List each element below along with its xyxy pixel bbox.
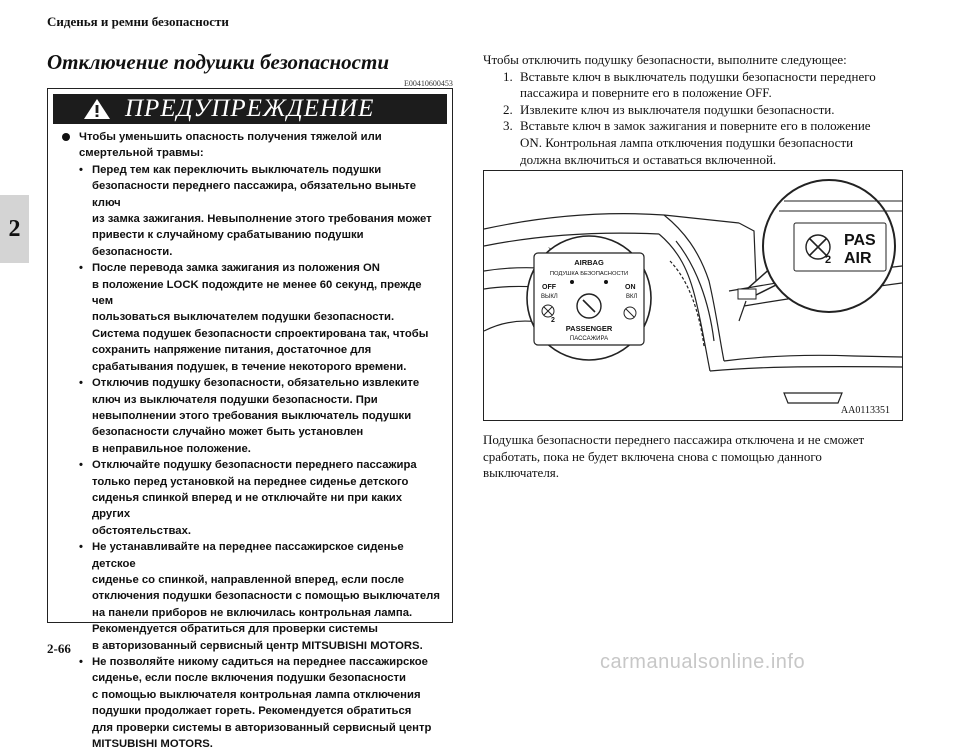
steps-list bbox=[483, 69, 903, 169]
running-header: Сиденья и ремни безопасности bbox=[47, 14, 229, 29]
warning-header bbox=[53, 94, 447, 124]
chapter-tab: 2 bbox=[0, 195, 29, 263]
warning-sub-bullet: • Отключив подушку безопасности, обязательно извлеките ключ из выключателя подушки безопасности. При невыполнении этого требования выключатель подушки безопасности случайно может быть установлен в неправильное положение. bbox=[79, 377, 420, 455]
dashboard-illustration bbox=[483, 170, 903, 421]
svg-text:2: 2 bbox=[825, 254, 832, 266]
lamp-line1: PAS bbox=[844, 232, 876, 249]
switch-passenger-label: PASSENGER bbox=[565, 324, 613, 333]
warning-triangle-icon bbox=[83, 98, 111, 120]
switch-on-label: ON bbox=[625, 284, 636, 291]
bullet-dot-icon bbox=[62, 133, 70, 141]
page-number: 2-66 bbox=[47, 641, 71, 656]
svg-text:2: 2 bbox=[551, 317, 555, 324]
instructions bbox=[483, 52, 903, 168]
switch-airbag-ru-label: ПОДУШКА БЕЗОПАСНОСТИ bbox=[549, 271, 629, 277]
section-title: Отключение подушки безопасности bbox=[47, 50, 390, 74]
step-item: 1. Вставьте ключ в выключатель подушки безопасности переднего пассажира и поверните его в положение OFF. bbox=[503, 68, 876, 101]
figure-caption: Подушка безопасности переднего пассажира отключена и не сможет сработать, пока не будет включена снова с помощью данного выключателя. bbox=[483, 432, 865, 481]
switch-on-ru-label: ВКЛ bbox=[626, 294, 638, 300]
sub-bullet-icon: • bbox=[79, 377, 83, 390]
step-item: 3. Вставьте ключ в замок зажигания и поверните его в положение ON. Контрольная лампа отключения подушки безопасности должна включиться и оставаться включенной. bbox=[503, 118, 871, 167]
warning-sub-bullet: • Не устанавливайте на переднее пассажирское сиденье детское сиденье со спинкой, направленной вперед, если после отключения подушки безопасности с помощью выключателя на панели приборов не включилась контрольная лампа. Рекомендуется обратиться для проверки системы в авторизованный сервисный центр MITSUBISHI MOTORS. bbox=[79, 541, 440, 652]
airbag-switch-circle bbox=[527, 236, 651, 360]
section-code: E00410600453 bbox=[404, 79, 453, 88]
figure-code: AA0113351 bbox=[840, 405, 890, 416]
sub-bullet-icon: • bbox=[79, 163, 83, 176]
instructions-intro: Чтобы отключить подушку безопасности, выполните следующее: bbox=[483, 52, 847, 67]
switch-off-ru-label: ВЫКЛ bbox=[541, 294, 558, 300]
sub-bullet-icon: • bbox=[79, 262, 83, 275]
warning-sub-bullet: • Отключайте подушку безопасности переднего пассажира только перед установкой на переднее сиденье детского сиденья спинкой вперед и не отключайте ни при каких других обстоятельствах. bbox=[79, 459, 417, 537]
switch-passenger-ru-label: ПАССАЖИРА bbox=[569, 336, 609, 342]
warning-sub-bullet: • Перед тем как переключить выключатель подушки безопасности переднего пассажира, обязательно выньте ключ из замка зажигания. Невыполнение этого требования может привести к случайному срабатыванию подушки безопасности. bbox=[79, 163, 432, 258]
switch-airbag-label: AIRBAG bbox=[574, 258, 604, 267]
step-item: 2. Извлеките ключ из выключателя подушки безопасности. bbox=[503, 101, 835, 117]
warning-sub-bullet: • После перевода замка зажигания из положения ON в положение LOCK подождите не менее 60 секунд, прежде чем пользоваться выключателем подушки безопасности. Система подушек безопасности спроектирована так, чтобы сохранить напряжение питания, достаточное для срабатывания подушек, в течение некоторого времени. bbox=[79, 262, 429, 373]
switch-off-label: OFF bbox=[542, 284, 556, 291]
sub-bullet-icon: • bbox=[79, 656, 83, 668]
watermark: carmanualsonline.info bbox=[600, 651, 806, 673]
lamp-line2: AIR bbox=[844, 250, 872, 267]
sub-bullet-icon: • bbox=[79, 459, 83, 472]
warning-sub-bullet: • Не позволяйте никому садиться на переднее пассажирское сиденье, если после включения подушки безопасности с помощью выключателя контрольная лампа отключения подушки продолжает гореть. Рекомендуется обратиться для проверки системы в авторизованный сервисный центр MITSUBISHI MOTORS. bbox=[79, 656, 432, 751]
lamp-zoom-circle bbox=[763, 180, 902, 312]
warning-label: ПРЕДУПРЕЖДЕНИЕ bbox=[125, 95, 375, 122]
warning-body bbox=[62, 129, 440, 752]
sub-bullet-icon: • bbox=[79, 541, 83, 554]
warning-main-bullet: Чтобы уменьшить опасность получения тяжелой или смертельной травмы: bbox=[62, 129, 440, 162]
